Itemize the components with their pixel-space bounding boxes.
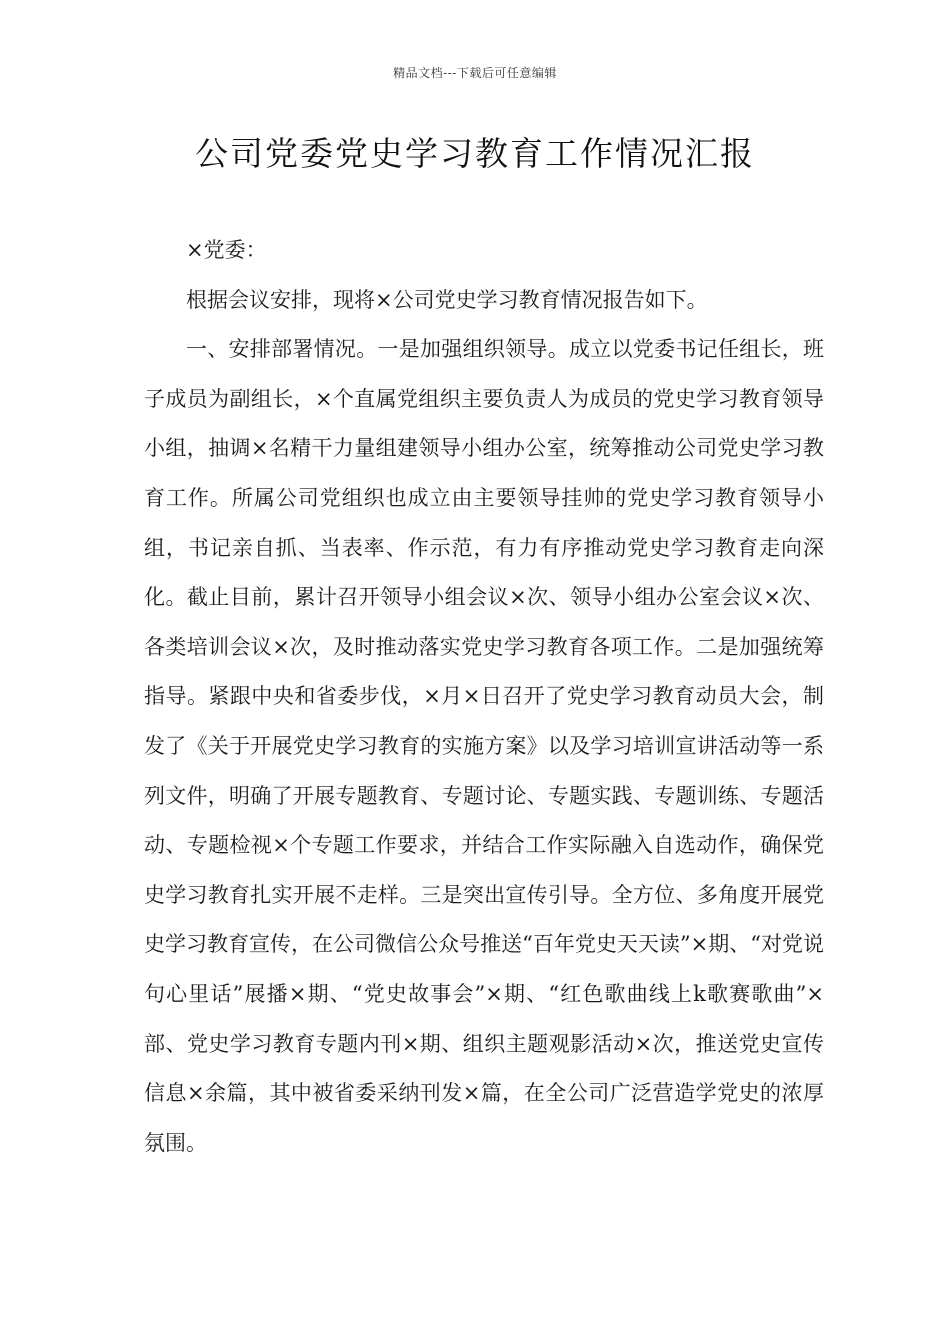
salutation: ×党委： — [186, 238, 267, 262]
document-body — [144, 226, 824, 1168]
paragraph-deployment: 一、安排部署情况。一是加强组织领导。成立以党委书记任组长，班子成员为副组长，×个直属党组织主要负责人为成员的党史学习教育领导小组，抽调×名精干力量组建领导小组办公室，统筹推动公司党史学习教育工作。所属公司党组织也成立由主要领导挂帅的党史学习教育领导小组，书记亲自抓、当表率、作示范，有力有序推动党史学习教育走向深化。截止目前，累计召开领导小组会议×次、领导小组办公室会议×次、各类培训会议×次，及时推动落实党史学习教育各项工作。二是加强统筹指导。紧跟中央和省委步伐，×月×日召开了党史学习教育动员大会，制发了《关于开展党史学习教育的实施方案》以及学习培训宣讲活动等一系列文件，明确了开展专题教育、专题讨论、专题实践、专题训练、专题活动、专题检视×个专题工作要求，并结合工作实际融入自选动作，确保党史学习教育扎实开展不走样。三是突出宣传引导。全方位、多角度开展党史学习教育宣传，在公司微信公众号推送“百年党史天天读”×期、“对党说句心里话”展播×期、“党史故事会”×期、“红色歌曲线上k歌赛歌曲”×部、党史学习教育专题内刊×期、组织主题观影活动×次，推送党史宣传信息×余篇，其中被省委采纳刊发×篇，在全公司广泛营造学党史的浓厚氛围。 — [144, 337, 824, 1155]
header-note: 精品文档---下载后可任意编辑 — [393, 66, 557, 80]
paragraph-intro: 根据会议安排，现将×公司党史学习教育情况报告如下。 — [186, 287, 708, 312]
document-title: 公司党委党史学习教育工作情况汇报 — [195, 134, 755, 173]
